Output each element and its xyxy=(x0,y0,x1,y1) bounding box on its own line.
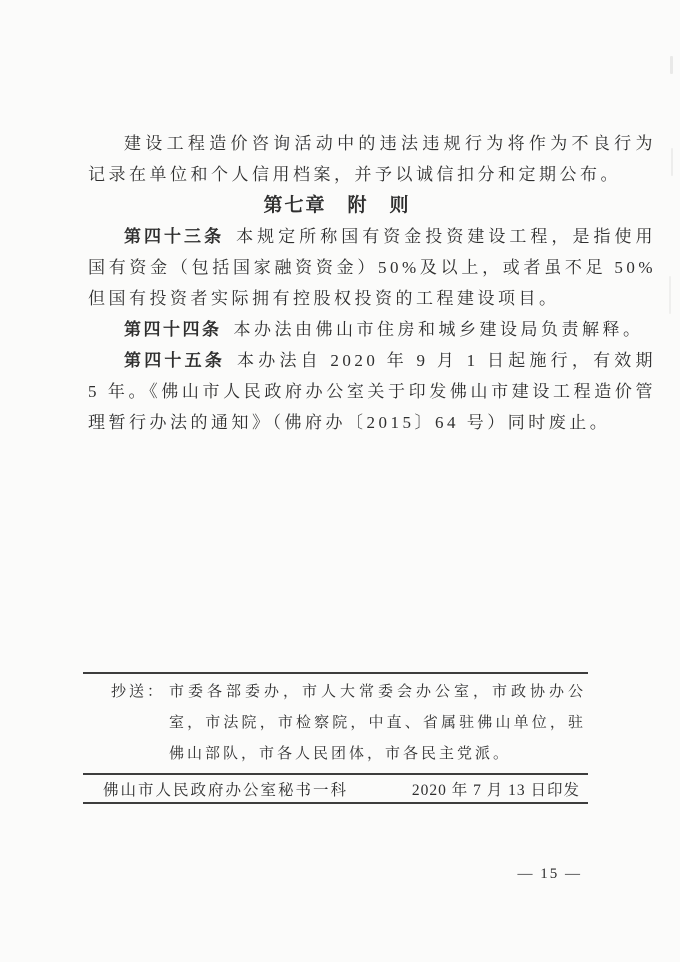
issuer-name: 佛山市人民政府办公室秘书一科 xyxy=(103,781,349,799)
article-43 xyxy=(88,221,656,314)
cc-recipients: 市委各部委办，市人大常委会办公室，市政协办公室，市法院，市检察院，中直、省属驻佛山单位，驻佛山部队，市各人民团体，市各民主党派。 xyxy=(169,684,586,762)
article-43-text: 本规定所称国有资金投资建设工程，是指使用国有资金（包括国家融资资金）50%及以上，或者虽不足 50%但国有投资者实际拥有控股权投资的工程建设项目。 xyxy=(88,227,657,308)
cc-label: 抄送： xyxy=(111,684,166,700)
document-footer xyxy=(83,672,588,804)
document-body xyxy=(88,128,656,438)
page-number: — 15 — xyxy=(517,866,582,882)
article-45-number: 第四十五条 xyxy=(124,351,226,370)
chapter-heading: 第七章 附 则 xyxy=(263,195,411,216)
article-43-number: 第四十三条 xyxy=(124,227,225,246)
cc-row xyxy=(83,672,588,773)
article-45-text: 本办法自 2020 年 9 月 1 日起施行，有效期 5 年。《佛山市人民政府办公室关于印发佛山市建设工程造价管理暂行办法的通知》（佛府办〔2015〕64 号）同时废止。 xyxy=(88,351,657,432)
issuer-row xyxy=(83,773,588,804)
article-44 xyxy=(88,314,656,345)
scan-artifact xyxy=(669,276,671,314)
article-44-number: 第四十四条 xyxy=(124,320,222,339)
scan-artifact xyxy=(671,148,673,176)
article-44-text: 本办法由佛山市住房和城乡建设局负责解释。 xyxy=(233,320,644,339)
scan-artifact xyxy=(670,56,673,74)
print-date: 2020 年 7 月 13 日印发 xyxy=(411,781,580,799)
intro-paragraph: 建设工程造价咨询活动中的违法违规行为将作为不良行为记录在单位和个人信用档案，并予以诚信扣分和定期公布。 xyxy=(88,134,656,184)
article-45 xyxy=(88,345,656,438)
